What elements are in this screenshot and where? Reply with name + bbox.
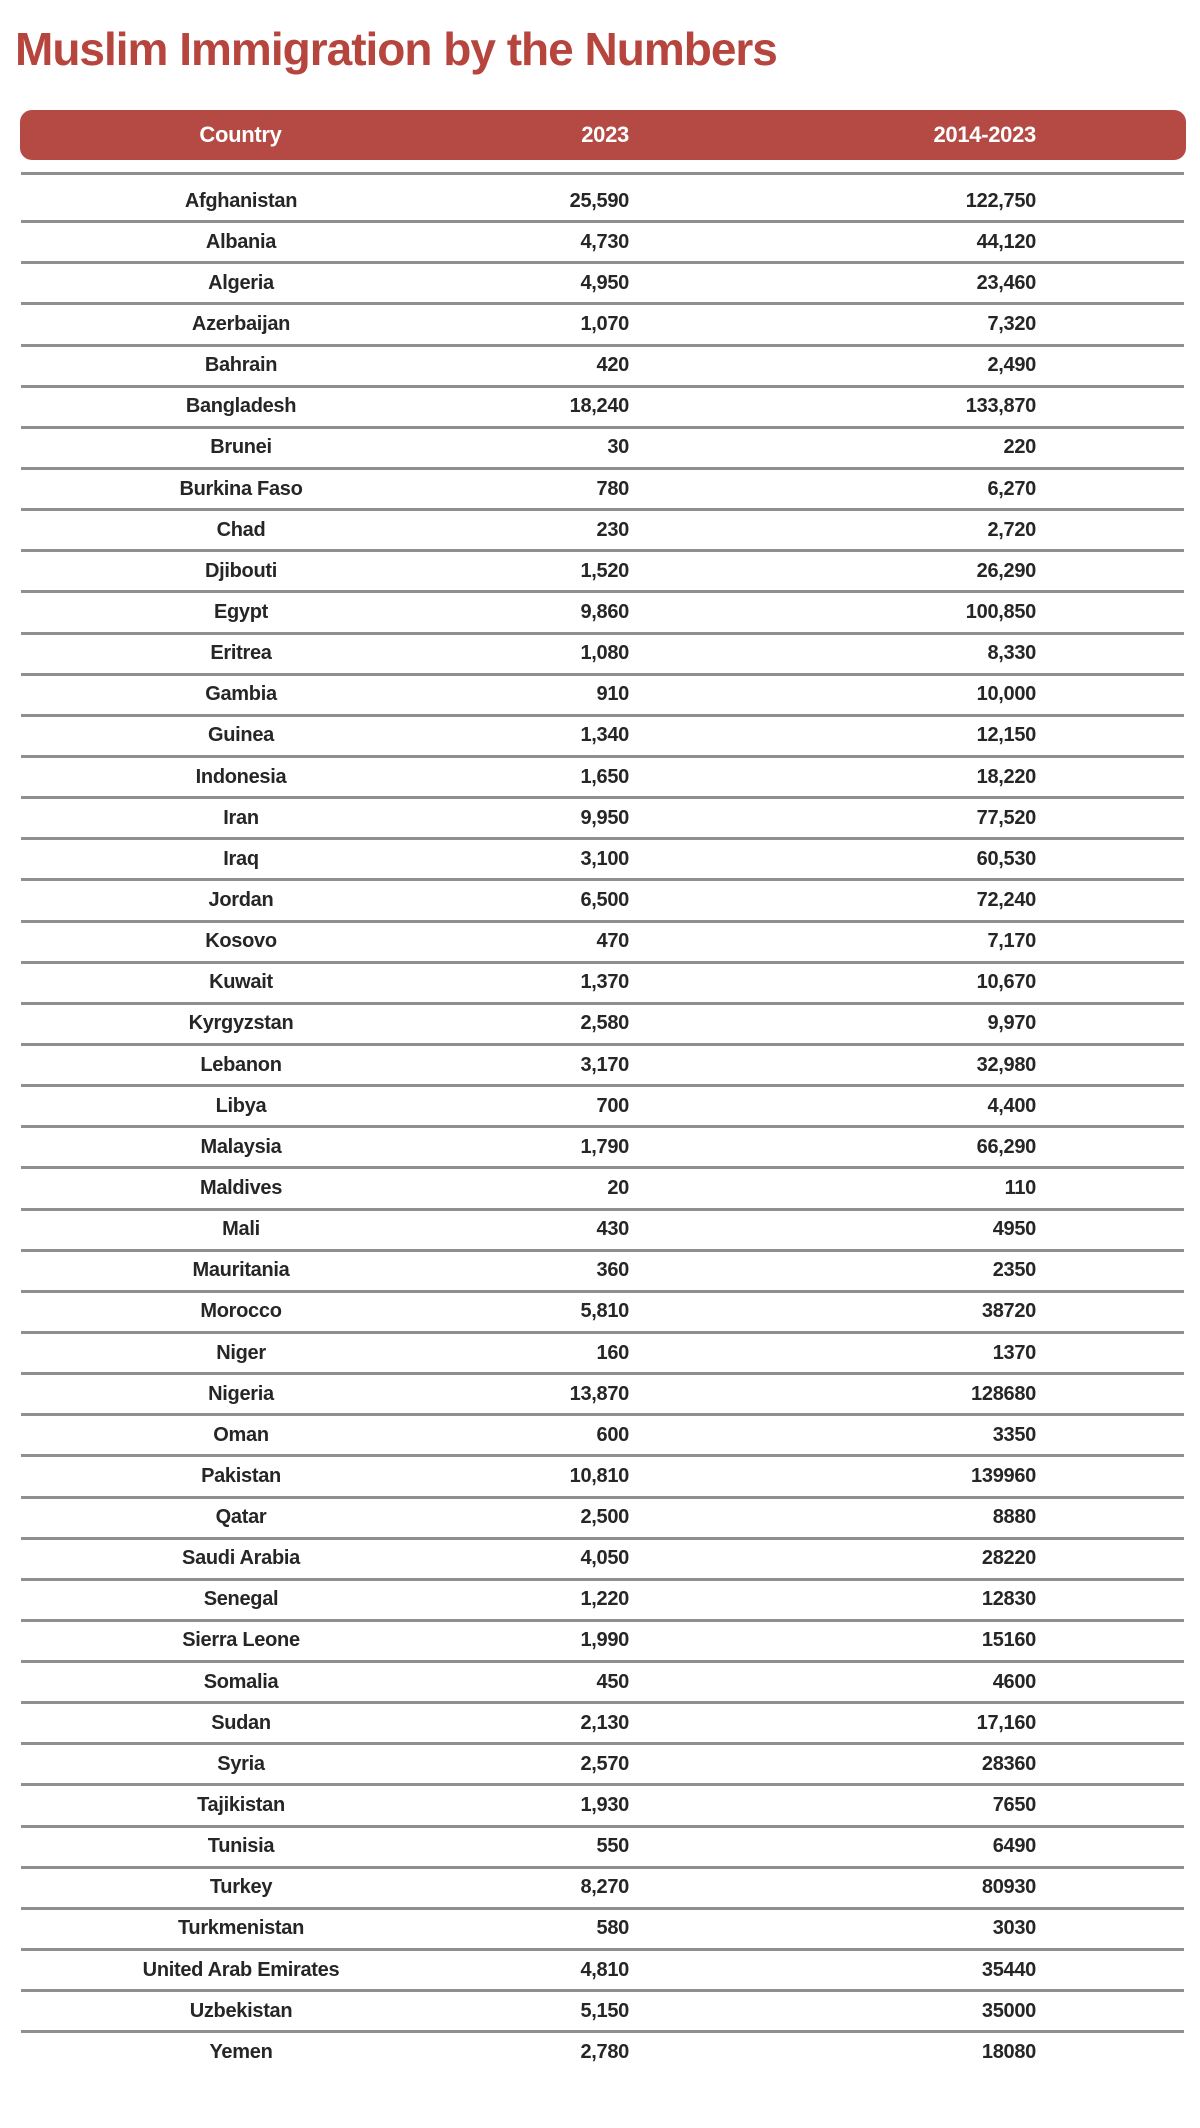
- column-header-2023: 2023: [581, 122, 629, 147]
- cell-2014-2023: 220: [1003, 436, 1036, 459]
- cell-2023: 910: [596, 683, 629, 706]
- cell-2014-2023: 10,000: [976, 683, 1036, 706]
- cell-2023: 1,520: [580, 559, 629, 582]
- cell-country: Sierra Leone: [182, 1629, 300, 1652]
- cell-country: Burkina Faso: [179, 477, 303, 500]
- cell-2014-2023: 4,400: [987, 1094, 1036, 1117]
- cell-2023: 600: [596, 1423, 629, 1446]
- cell-country: Azerbaijan: [191, 312, 291, 335]
- cell-2014-2023: 12,150: [976, 724, 1036, 747]
- page-title: Muslim Immigration by the Numbers: [15, 23, 777, 75]
- cell-2023: 780: [596, 477, 629, 500]
- cell-2023: 4,730: [580, 230, 629, 253]
- cell-country: Oman: [213, 1423, 269, 1446]
- table-row: [21, 717, 1184, 758]
- cell-2023: 2,570: [580, 1752, 629, 1775]
- cell-country: Bahrain: [204, 354, 278, 377]
- cell-2023: 1,220: [580, 1588, 629, 1611]
- cell-country: Uzbekistan: [189, 1999, 293, 2022]
- cell-country: Malaysia: [200, 1135, 282, 1158]
- table-row: [21, 593, 1184, 634]
- cell-2014-2023: 139960: [971, 1464, 1036, 1487]
- cell-2014-2023: 26,290: [976, 559, 1036, 582]
- table-row: [21, 264, 1184, 305]
- cell-2014-2023: 100,850: [965, 600, 1036, 623]
- cell-2014-2023: 7,320: [987, 312, 1036, 335]
- table-row: [21, 1499, 1184, 1540]
- cell-2023: 1,080: [580, 642, 629, 665]
- cell-country: Indonesia: [195, 765, 287, 788]
- table-row: [21, 1211, 1184, 1252]
- table-row: [21, 1005, 1184, 1046]
- cell-country: Bangladesh: [185, 395, 297, 418]
- cell-country: Iran: [223, 806, 259, 829]
- cell-2023: 1,790: [580, 1135, 629, 1158]
- cell-2023: 25,590: [569, 189, 629, 212]
- cell-2023: 580: [596, 1917, 629, 1940]
- cell-2014-2023: 7,170: [987, 930, 1036, 953]
- cell-2014-2023: 3350: [992, 1423, 1036, 1446]
- cell-country: Mauritania: [192, 1259, 290, 1282]
- cell-2014-2023: 1370: [992, 1341, 1036, 1364]
- cell-country: Egypt: [213, 600, 269, 623]
- cell-2023: 8,270: [580, 1876, 629, 1899]
- table-row: [21, 1334, 1184, 1375]
- table-row: [21, 1540, 1184, 1581]
- table-row: [21, 676, 1184, 717]
- cell-2014-2023: 3030: [992, 1917, 1036, 1940]
- cell-2023: 450: [596, 1670, 629, 1693]
- cell-country: Yemen: [209, 2040, 273, 2063]
- cell-country: Kuwait: [209, 971, 273, 994]
- table-row: [21, 388, 1184, 429]
- cell-country: Nigeria: [208, 1382, 274, 1405]
- table-header: [20, 110, 1186, 160]
- cell-country: Maldives: [199, 1176, 283, 1199]
- cell-2023: 18,240: [569, 395, 629, 418]
- cell-2023: 700: [596, 1094, 629, 1117]
- cell-2014-2023: 66,290: [976, 1135, 1036, 1158]
- cell-2014-2023: 4600: [992, 1670, 1036, 1693]
- table-row: [21, 223, 1184, 264]
- cell-2014-2023: 15160: [981, 1629, 1036, 1652]
- cell-2023: 1,650: [580, 765, 629, 788]
- table-row: [21, 511, 1184, 552]
- cell-country: Guinea: [208, 724, 274, 747]
- table-row: [21, 2033, 1184, 2071]
- table-row: [21, 1786, 1184, 1827]
- table-row: [21, 1293, 1184, 1334]
- cell-country: Sudan: [211, 1711, 271, 1734]
- cell-2023: 420: [596, 354, 629, 377]
- cell-country: Kyrgyzstan: [188, 1012, 294, 1035]
- cell-2014-2023: 60,530: [976, 847, 1036, 870]
- cell-2014-2023: 35440: [981, 1958, 1036, 1981]
- cell-2014-2023: 7650: [992, 1794, 1036, 1817]
- cell-country: Morocco: [200, 1300, 282, 1323]
- cell-country: Kosovo: [205, 930, 277, 953]
- cell-country: Djibouti: [204, 559, 278, 582]
- cell-2023: 13,870: [569, 1382, 629, 1405]
- cell-2023: 1,340: [580, 724, 629, 747]
- cell-2014-2023: 23,460: [976, 271, 1036, 294]
- cell-country: Tajikistan: [197, 1794, 285, 1817]
- cell-country: Albania: [205, 230, 277, 253]
- cell-2023: 6,500: [580, 888, 629, 911]
- cell-2014-2023: 18,220: [976, 765, 1036, 788]
- table-row: [21, 923, 1184, 964]
- cell-2023: 4,810: [580, 1958, 629, 1981]
- cell-2014-2023: 6490: [992, 1835, 1036, 1858]
- cell-2023: 230: [596, 518, 629, 541]
- cell-country: Mali: [222, 1218, 260, 1241]
- cell-country: Gambia: [205, 683, 277, 706]
- cell-country: United Arab Emirates: [142, 1958, 340, 1981]
- table-row: [21, 1457, 1184, 1498]
- cell-2014-2023: 128680: [971, 1382, 1036, 1405]
- cell-2023: 2,580: [580, 1012, 629, 1035]
- cell-2014-2023: 2,490: [987, 354, 1036, 377]
- cell-country: Senegal: [203, 1588, 279, 1611]
- cell-2014-2023: 35000: [981, 1999, 1036, 2022]
- cell-2023: 3,170: [580, 1053, 629, 1076]
- cell-2023: 4,050: [580, 1547, 629, 1570]
- cell-2023: 430: [596, 1218, 629, 1241]
- column-header-country: Country: [199, 122, 282, 147]
- table-row: [21, 1951, 1184, 1992]
- cell-2023: 1,990: [580, 1629, 629, 1652]
- cell-country: Libya: [215, 1094, 267, 1117]
- table-row: [21, 1046, 1184, 1087]
- table-row: [21, 182, 1184, 223]
- cell-country: Brunei: [210, 436, 272, 459]
- cell-2014-2023: 6,270: [987, 477, 1036, 500]
- cell-2023: 9,860: [580, 600, 629, 623]
- cell-2014-2023: 80930: [981, 1876, 1036, 1899]
- cell-2014-2023: 10,670: [976, 971, 1036, 994]
- cell-country: Chad: [216, 518, 266, 541]
- table-row: [21, 347, 1184, 388]
- table-row: [21, 964, 1184, 1005]
- cell-2014-2023: 44,120: [976, 230, 1036, 253]
- cell-country: Qatar: [215, 1506, 267, 1529]
- table-row: [21, 635, 1184, 676]
- cell-2014-2023: 77,520: [976, 806, 1036, 829]
- table-row: [21, 1910, 1184, 1951]
- cell-2023: 1,070: [580, 312, 629, 335]
- cell-country: Turkmenistan: [177, 1917, 305, 1940]
- cell-country: Syria: [217, 1752, 265, 1775]
- table-row: [21, 881, 1184, 922]
- cell-2023: 5,810: [580, 1300, 629, 1323]
- cell-2023: 470: [596, 930, 629, 953]
- table-row: [21, 1622, 1184, 1663]
- cell-country: Turkey: [209, 1876, 273, 1899]
- table-row: [21, 470, 1184, 511]
- cell-country: Algeria: [208, 271, 274, 294]
- cell-2014-2023: 8,330: [987, 642, 1036, 665]
- cell-2023: 20: [607, 1176, 629, 1199]
- cell-2014-2023: 28220: [981, 1547, 1036, 1570]
- table-row: [21, 1128, 1184, 1169]
- cell-2014-2023: 122,750: [965, 189, 1036, 212]
- table-row: [21, 758, 1184, 799]
- cell-2014-2023: 2350: [992, 1259, 1036, 1282]
- cell-2023: 5,150: [580, 1999, 629, 2022]
- cell-2014-2023: 17,160: [976, 1711, 1036, 1734]
- cell-2014-2023: 8880: [992, 1506, 1036, 1529]
- table-row: [21, 799, 1184, 840]
- cell-2023: 2,780: [580, 2040, 629, 2063]
- cell-country: Lebanon: [200, 1053, 282, 1076]
- cell-country: Afghanistan: [184, 189, 298, 212]
- table-row: [21, 1745, 1184, 1786]
- cell-country: Somalia: [203, 1670, 279, 1693]
- table-row: [21, 1581, 1184, 1622]
- cell-country: Jordan: [208, 888, 274, 911]
- table-row: [21, 1375, 1184, 1416]
- table-row: [21, 840, 1184, 881]
- cell-2014-2023: 133,870: [965, 395, 1036, 418]
- cell-2023: 360: [596, 1259, 629, 1282]
- cell-2014-2023: 4950: [992, 1218, 1036, 1241]
- cell-country: Pakistan: [201, 1464, 281, 1487]
- cell-2023: 10,810: [569, 1464, 629, 1487]
- cell-2023: 3,100: [580, 847, 629, 870]
- cell-2014-2023: 32,980: [976, 1053, 1036, 1076]
- table-row: [21, 1828, 1184, 1869]
- cell-2014-2023: 18080: [981, 2040, 1036, 2063]
- cell-2023: 160: [596, 1341, 629, 1364]
- cell-2014-2023: 72,240: [976, 888, 1036, 911]
- cell-2023: 1,930: [580, 1794, 629, 1817]
- table-row: [21, 1869, 1184, 1910]
- cell-2014-2023: 2,720: [987, 518, 1036, 541]
- cell-2014-2023: 12830: [981, 1588, 1036, 1611]
- table-row: [21, 1416, 1184, 1457]
- cell-2014-2023: 28360: [981, 1752, 1036, 1775]
- table-row: [21, 1087, 1184, 1128]
- cell-country: Iraq: [223, 847, 259, 870]
- cell-2023: 9,950: [580, 806, 629, 829]
- cell-country: Tunisia: [207, 1835, 275, 1858]
- table-row: [21, 305, 1184, 346]
- table-row: [21, 429, 1184, 470]
- cell-2023: 30: [607, 436, 629, 459]
- table-row: [21, 552, 1184, 593]
- column-header-2014-2023: 2014-2023: [933, 122, 1036, 147]
- cell-2023: 1,370: [580, 971, 629, 994]
- table-row: [21, 1992, 1184, 2033]
- table-body: [21, 172, 1184, 2071]
- cell-2023: 2,500: [580, 1506, 629, 1529]
- cell-country: Saudi Arabia: [182, 1547, 300, 1570]
- cell-country: Eritrea: [210, 642, 272, 665]
- cell-2023: 2,130: [580, 1711, 629, 1734]
- cell-country: Niger: [216, 1341, 266, 1364]
- cell-2014-2023: 9,970: [987, 1012, 1036, 1035]
- cell-2023: 4,950: [580, 271, 629, 294]
- table-row: [21, 1663, 1184, 1704]
- table-row: [21, 1169, 1184, 1210]
- table-row: [21, 1252, 1184, 1293]
- cell-2014-2023: 110: [1004, 1176, 1036, 1199]
- cell-2014-2023: 38720: [981, 1300, 1036, 1323]
- cell-2023: 550: [596, 1835, 629, 1858]
- table-row: [21, 1704, 1184, 1745]
